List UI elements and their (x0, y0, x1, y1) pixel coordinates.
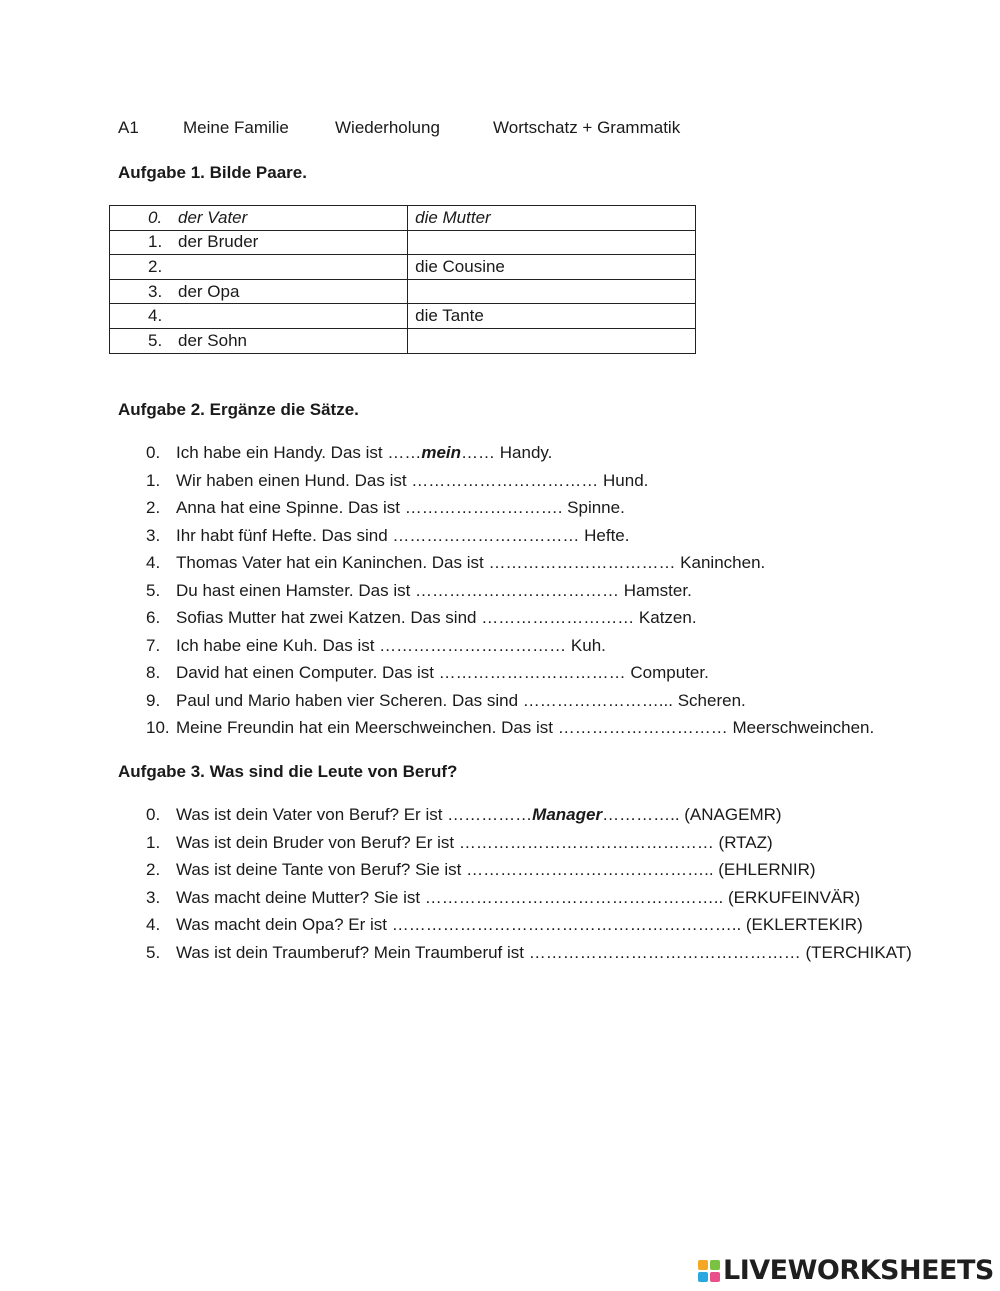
item-text: Ich habe eine Kuh. Das ist …………………………… Kuh. (176, 635, 606, 655)
pairs-left-word: der Bruder (178, 232, 259, 252)
item-text: Ich habe ein Handy. Das ist …… (176, 443, 422, 462)
sentence-item (146, 496, 874, 524)
header-focus: Wortschatz + Grammatik (493, 118, 681, 137)
pairs-left-word: der Opa (178, 281, 240, 301)
header-level: A1 (118, 118, 139, 137)
item-number: 1. (146, 832, 161, 852)
sentence-item (146, 689, 874, 717)
pairs-right-word: die Mutter (415, 207, 491, 227)
logo-block (698, 1272, 708, 1282)
pairs-left-cell (110, 230, 408, 255)
pairs-right-cell[interactable] (408, 230, 696, 255)
sentence-item (146, 469, 874, 497)
sentence-item (146, 634, 874, 662)
liveworksheets-logo (698, 1256, 994, 1286)
profession-item (146, 913, 912, 941)
sentence-item (146, 606, 874, 634)
item-text: Ihr habt fünf Hefte. Das sind …………………………… Hefte. (176, 525, 630, 545)
pairs-right-cell (408, 304, 696, 329)
example-answer: mein (421, 443, 462, 462)
pairs-row (110, 279, 696, 304)
item-number: 7. (146, 635, 161, 655)
item-text: Was macht deine Mutter? Sie ist …………………………………………….. (ERKUFEINVÄR) (176, 887, 861, 907)
pairs-number: 0. (148, 207, 163, 227)
task2-list (146, 441, 874, 744)
logo-block (710, 1272, 720, 1282)
logo-blocks-icon (698, 1260, 720, 1282)
item-number: 1. (146, 470, 161, 490)
pairs-number: 3. (148, 281, 163, 301)
item-text-after: …… Handy. (461, 443, 553, 462)
profession-item (146, 858, 912, 886)
pairs-left-cell (110, 279, 408, 304)
item-text: Was ist dein Vater von Beruf? Er ist …………… (176, 805, 533, 824)
item-number: 0. (146, 805, 161, 824)
pairs-number: 4. (148, 306, 163, 326)
sentence-item (146, 579, 874, 607)
pairs-left-word: der Vater (178, 207, 248, 227)
pairs-right-cell[interactable] (408, 279, 696, 304)
sentence-item (146, 551, 874, 579)
item-number: 9. (146, 690, 161, 710)
pairs-table (109, 205, 696, 354)
pairs-row (110, 206, 696, 231)
profession-item (146, 831, 912, 859)
pairs-right-cell[interactable] (408, 328, 696, 353)
item-number: 5. (146, 942, 161, 962)
task2-title: Aufgabe 2. Ergänze die Sätze. (118, 400, 359, 419)
pairs-right-word: die Tante (415, 306, 484, 326)
logo-text: LIVEWORKSHEETS (723, 1255, 994, 1286)
item-text: David hat einen Computer. Das ist …………………………… Computer. (176, 663, 709, 682)
pairs-number: 2. (148, 256, 163, 276)
pairs-row (110, 230, 696, 255)
pairs-left-cell[interactable] (110, 304, 408, 329)
item-number: 2. (146, 498, 161, 517)
item-number: 0. (146, 443, 161, 462)
logo-block (710, 1260, 720, 1270)
profession-item (146, 803, 912, 831)
pairs-row (110, 328, 696, 353)
logo-block (698, 1260, 708, 1270)
task3-list (146, 803, 912, 968)
item-text: Du hast einen Hamster. Das ist ……………………………… Hamster. (176, 580, 692, 600)
sentence-item (146, 524, 874, 552)
item-text: Was ist dein Bruder von Beruf? Er ist ……………………………………… (RTAZ) (176, 832, 773, 852)
header-type: Wiederholung (335, 118, 440, 137)
item-text: Thomas Vater hat ein Kaninchen. Das ist …………………………… Kaninchen. (176, 553, 766, 572)
item-text: Wir haben einen Hund. Das ist …………………………… Hund. (176, 470, 649, 490)
header-topic: Meine Familie (183, 118, 289, 137)
sentence-item (146, 661, 874, 689)
sentence-item (146, 441, 874, 469)
item-number: 4. (146, 553, 161, 572)
item-text-after: ………….. (ANAGEMR) (602, 805, 782, 824)
task1-title: Aufgabe 1. Bilde Paare. (118, 163, 307, 182)
pairs-right-cell (408, 206, 696, 231)
item-text: Paul und Mario haben vier Scheren. Das sind ……………………... Scheren. (176, 690, 746, 710)
pairs-row (110, 255, 696, 280)
task3-title: Aufgabe 3. Was sind die Leute von Beruf? (118, 762, 458, 781)
profession-item (146, 941, 912, 969)
sentence-item (146, 716, 874, 744)
item-text: Anna hat eine Spinne. Das ist ………………………. Spinne. (176, 498, 625, 517)
pairs-number: 5. (148, 330, 163, 350)
item-text: Meine Freundin hat ein Meerschweinchen. Das ist ………………………… Meerschweinchen. (176, 718, 875, 737)
item-number: 4. (146, 915, 161, 934)
item-number: 8. (146, 663, 161, 682)
item-number: 6. (146, 608, 161, 627)
pairs-row (110, 304, 696, 329)
profession-item (146, 886, 912, 914)
pairs-left-cell (110, 206, 408, 231)
pairs-right-word: die Cousine (415, 256, 505, 276)
item-text: Was ist dein Traumberuf? Mein Traumberuf ist ………………………………………… (TERCHIKAT) (176, 942, 912, 962)
item-number: 10. (146, 718, 170, 737)
item-number: 3. (146, 525, 161, 545)
pairs-left-word: der Sohn (178, 330, 247, 350)
item-text: Was macht dein Opa? Er ist …………………………………………………….. (EKLERTEKIR) (176, 915, 863, 934)
item-number: 5. (146, 580, 161, 600)
pairs-number: 1. (148, 232, 163, 252)
pairs-left-cell (110, 328, 408, 353)
item-number: 2. (146, 860, 161, 879)
worksheet-header (118, 118, 818, 142)
pairs-right-cell (408, 255, 696, 280)
pairs-left-cell[interactable] (110, 255, 408, 280)
item-number: 3. (146, 887, 161, 907)
item-text: Sofias Mutter hat zwei Katzen. Das sind ……………………… Katzen. (176, 608, 697, 627)
example-answer: Manager (532, 805, 603, 824)
item-text: Was ist deine Tante von Beruf? Sie ist …………………………………….. (EHLERNIR) (176, 860, 816, 879)
